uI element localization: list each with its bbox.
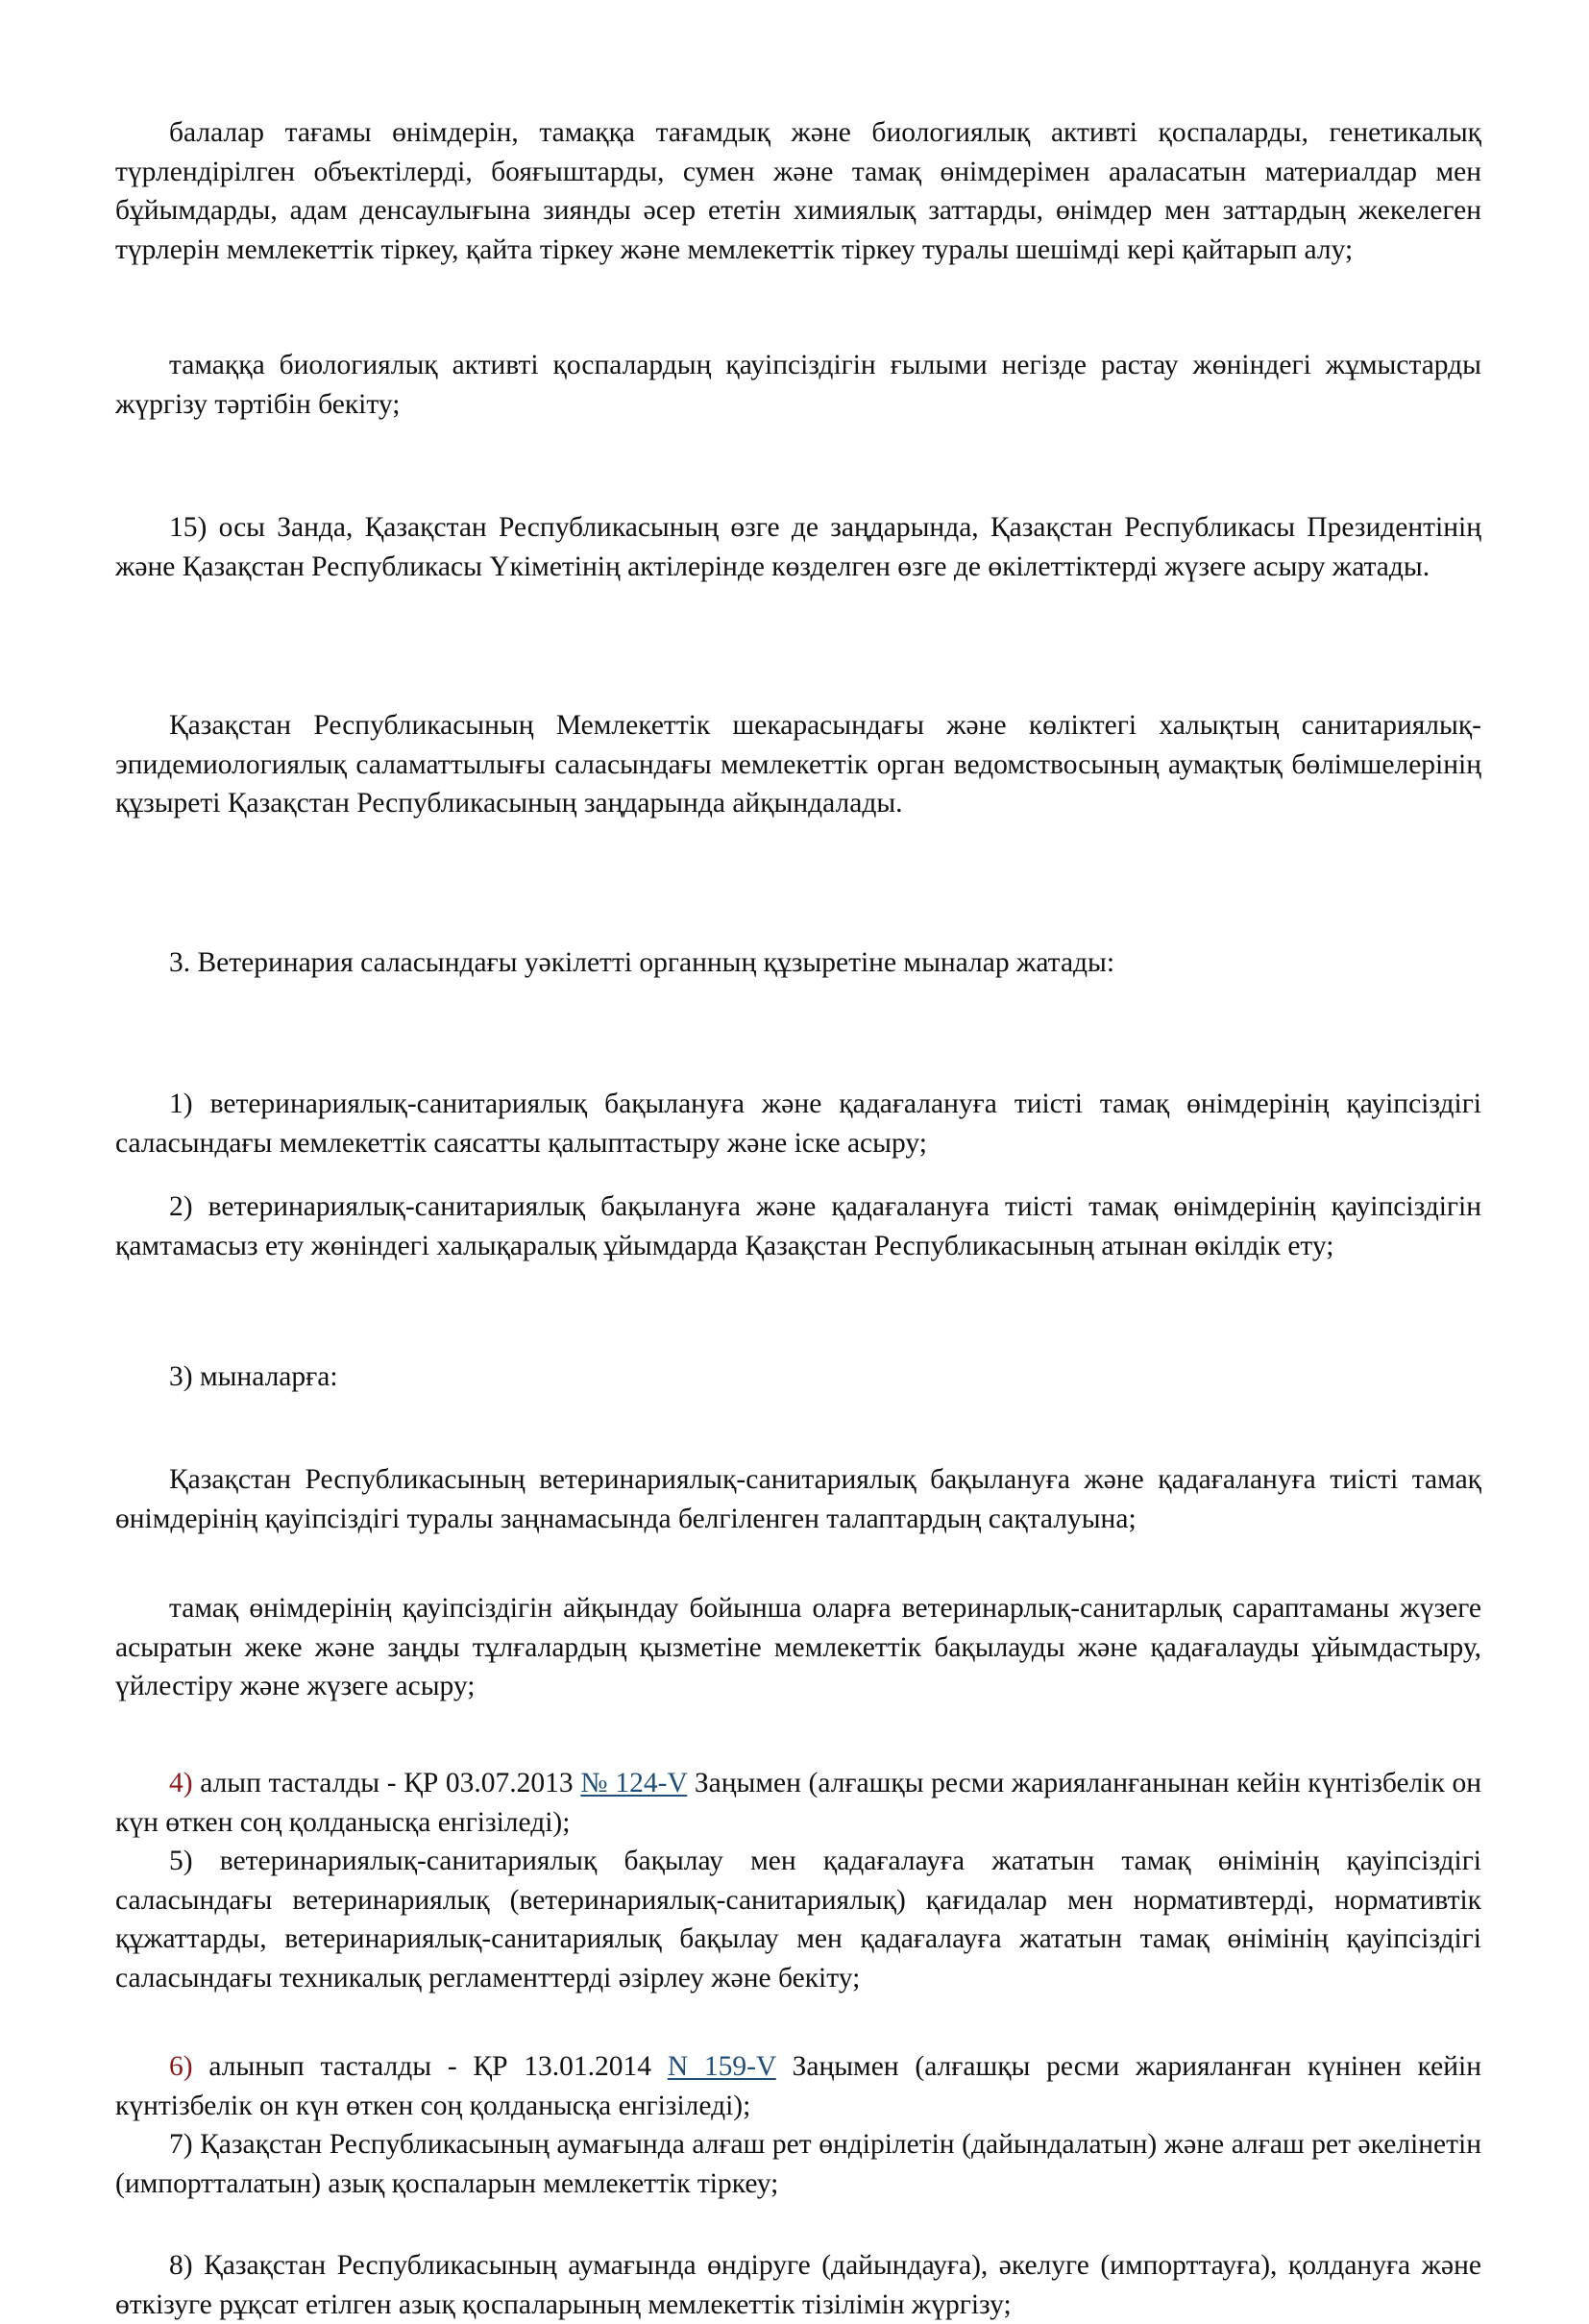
paragraph-item-3: 3) мыналарға:	[169, 1361, 338, 1392]
paragraph-item-2: 2) ветеринариялық-санитариялық бақылануға және қадағалануға тиісті тамақ өнімдерінің қауіпсіздігін қамтамасыз ету жөніндегі халықаралық ұйымдарда Қазақстан Республикасының атынан өкілдік ету;	[115, 1191, 1481, 1261]
paragraph-item-1: 1) ветеринариялық-санитариялық бақылануға және қадағалануға тиісті тамақ өнімдерінің қауіпсіздігі саласындағы мемлекеттік саясатты қалыптастыру және іске асыру;	[115, 1089, 1481, 1159]
repeal-text: алынып тасталды - ҚР 13.01.2014	[192, 2051, 668, 2082]
amended-item-number: 4)	[169, 1768, 193, 1798]
paragraph-section-3-heading: 3. Ветеринария саласындағы уәкілетті органның құзыретіне мыналар жатады:	[169, 947, 1115, 978]
paragraph-item-15: 15) осы Занда, Қазақстан Республикасының өзге де заңдарында, Қазақстан Республикасы Президентінің және Қазақстан Республикасы Үкіметінің актілерінде көзделген өзге де өкілеттіктерді жүзеге асыру жатады.	[115, 512, 1481, 582]
paragraph-product-registration: балалар тағамы өнімдерін, тамаққа тағамдық және биологиялық активті қоспаларды, генетикалық түрлендірілген объектілерді, бояғыштарды, сумен және тамақ өнімдерімен араласатын материалдар мен бұйымдарды, адам денсаулығына зиянды әсер ететін химиялық заттарды, өнімдер мен заттардың жекелеген түрлерін мемлекеттік тіркеу, қайта тіркеу және мемлекеттік тіркеу туралы шешімді кері қайтарып алу;	[115, 117, 1481, 265]
paragraph-item-6-repealed	[115, 2047, 1481, 2125]
repeal-text-tail: Заңымен (алғашқы ресми жарияланған күнінен кейін күнтізбелік он күн өткен соң қолданысқа енгізіледі);	[115, 2051, 1481, 2121]
paragraph-item-7: 7) Қазақстан Республикасының аумағында алғаш рет өндірілетін (дайындалатын) және алғаш рет әкелінетін (импортталатын) азық қоспаларын мемлекеттік тіркеу;	[115, 2129, 1481, 2199]
law-link-159-v[interactable]: N 159-V	[667, 2051, 776, 2082]
paragraph-item-8: 8) Қазақстан Республикасының аумағында өндіруге (дайындауға), әкелуге (импорттауға), қолдануға және өткізуге рұқсат етілген азық қоспаларының мемлекеттік тізілімін жүргізу;	[115, 2250, 1481, 2320]
repeal-text: алып тасталды - ҚР 03.07.2013	[192, 1768, 581, 1798]
paragraph-border-competence: Қазақстан Республикасының Мемлекеттік шекарасындағы және көліктегі халықтың санитариялық-эпидемиологиялық саламаттылығы саласындағы мемлекеттік орган ведомствосының аумақтық бөлімшелерінің құзыреті Қазақстан Республикасының заңдарында айқындалады.	[115, 710, 1481, 819]
law-link-124-v[interactable]: № 124-V	[580, 1768, 688, 1798]
amended-item-number: 6)	[169, 2051, 193, 2082]
paragraph-item-5: 5) ветеринариялық-санитариялық бақылау мен қадағалауға жататын тамақ өнімінің қауіпсіздігі саласындағы ветеринариялық (ветеринариялық-санитариялық) қағидалар мен нормативтерді, нормативтік құжаттарды, ветеринариялық-санитариялық бақылау мен қадағалауға жататын тамақ өнімінің қауіпсіздігі саласындағы техникалық регламенттерді әзірлеу және бекіту;	[115, 1846, 1481, 1994]
paragraph-expertise-control: тамақ өнімдерінің қауіпсіздігін айқындау бойынша оларға ветеринарлық-санитарлық сараптаманы жүзеге асыратын жеке және заңды тұлғалардың қызметіне мемлекеттік бақылауды және қадағалауды ұйымдастыру, үйлестіру және жүзеге асыру;	[115, 1593, 1481, 1701]
paragraph-compliance: Қазақстан Республикасының ветеринариялық-санитариялық бақылануға және қадағалануға тиісті тамақ өнімдерінің қауіпсіздігі туралы заңнамасында белгіленген талаптардың сақталуына;	[115, 1464, 1481, 1534]
paragraph-item-4-repealed	[115, 1764, 1481, 1842]
paragraph-supplement-safety: тамаққа биологиялық активті қоспалардың қауіпсіздігін ғылыми негізде растау жөніндегі жұмыстарды жүргізу тәртібін бекіту;	[115, 350, 1481, 420]
repeal-text-tail: Заңымен (алғашқы ресми жарияланғанынан кейін күнтізбелік он күн өткен соң қолданысқа енгізіледі);	[115, 1768, 1481, 1838]
